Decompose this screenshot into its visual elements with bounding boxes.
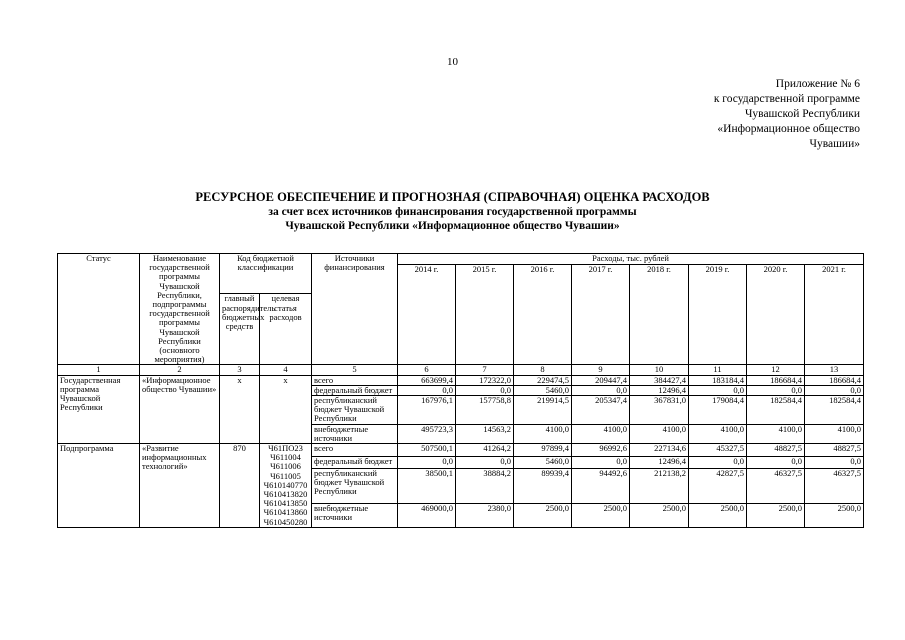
value-cell: 495723,3 (398, 424, 456, 443)
table-row (58, 444, 864, 457)
document-title (0, 190, 905, 233)
column-number: 2 (140, 365, 220, 375)
expenses-table (57, 253, 864, 528)
column-number: 10 (630, 365, 689, 375)
row-name: «Развитие информационных технологий» (140, 444, 220, 528)
value-cell: 172322,0 (456, 375, 514, 385)
value-cell: 0,0 (572, 456, 630, 469)
header-name: Наименование государственной программы Чувашской Республики, подпрограммы государственной программы Чувашской Республики (основного мероприятия) (140, 254, 220, 365)
target-code: Ч610450280 (263, 516, 308, 527)
row-target: х (260, 375, 312, 443)
appendix-line: Чувашской Республики (744, 108, 860, 120)
row-manager: х (220, 375, 260, 443)
title-line: РЕСУРСНОЕ ОБЕСПЕЧЕНИЕ И ПРОГНОЗНАЯ (СПРАВОЧНАЯ) ОЦЕНКА РАСХОДОВ (195, 190, 710, 204)
header-year: 2016 г. (514, 265, 572, 365)
value-cell: 167976,1 (398, 396, 456, 425)
column-numbers-row (58, 365, 864, 375)
target-code: Ч611004 (270, 452, 301, 463)
row-source: всего (312, 375, 398, 385)
value-cell: 48827,5 (805, 444, 864, 457)
value-cell: 48827,5 (747, 444, 805, 457)
value-cell: 157758,8 (456, 396, 514, 425)
header-year: 2020 г. (747, 265, 805, 365)
row-status: Подпрограмма (58, 444, 140, 528)
column-number: 1 (58, 365, 140, 375)
header-year: 2015 г. (456, 265, 514, 365)
value-cell: 38884,2 (456, 469, 514, 504)
value-cell: 4100,0 (630, 424, 689, 443)
value-cell: 0,0 (398, 385, 456, 395)
row-source: федеральный бюджет (312, 456, 398, 469)
table-row (58, 375, 864, 385)
value-cell: 183184,4 (689, 375, 747, 385)
target-code: Ч610413860 (263, 507, 308, 518)
value-cell: 0,0 (456, 456, 514, 469)
value-cell: 94492,6 (572, 469, 630, 504)
value-cell: 4100,0 (805, 424, 864, 443)
value-cell: 227134,6 (630, 444, 689, 457)
column-number: 12 (747, 365, 805, 375)
value-cell: 2500,0 (572, 504, 630, 528)
value-cell: 0,0 (747, 385, 805, 395)
value-cell: 45327,5 (689, 444, 747, 457)
value-cell: 0,0 (805, 385, 864, 395)
value-cell: 2500,0 (805, 504, 864, 528)
value-cell: 212138,2 (630, 469, 689, 504)
appendix-line: к государственной программе (713, 93, 860, 105)
value-cell: 0,0 (689, 385, 747, 395)
value-cell: 0,0 (398, 456, 456, 469)
value-cell: 4100,0 (572, 424, 630, 443)
value-cell: 507500,1 (398, 444, 456, 457)
header-status: Статус (58, 254, 140, 365)
column-number: 5 (312, 365, 398, 375)
header-year: 2021 г. (805, 265, 864, 365)
value-cell: 0,0 (456, 385, 514, 395)
row-status: Государственная программа Чувашской Республики (58, 375, 140, 443)
value-cell: 2500,0 (514, 504, 572, 528)
page-number: 10 (447, 56, 458, 68)
appendix-line: Приложение № 6 (775, 78, 860, 90)
value-cell: 2500,0 (630, 504, 689, 528)
value-cell: 46327,5 (805, 469, 864, 504)
header-year: 2014 г. (398, 265, 456, 365)
row-manager: 870 (220, 444, 260, 528)
value-cell: 179084,4 (689, 396, 747, 425)
appendix-line: Чувашии» (809, 138, 860, 150)
value-cell: 12496,4 (630, 385, 689, 395)
target-code: Ч610140770 (263, 479, 308, 490)
value-cell: 4100,0 (514, 424, 572, 443)
value-cell: 2380,0 (456, 504, 514, 528)
target-code: Ч611006 (270, 461, 301, 472)
value-cell: 0,0 (747, 456, 805, 469)
header-year: 2017 г. (572, 265, 630, 365)
header-sources: Источники финансирования (312, 254, 398, 365)
column-number: 6 (398, 365, 456, 375)
target-code: Ч610413820 (263, 489, 308, 500)
value-cell: 205347,4 (572, 396, 630, 425)
row-source: республиканский бюджет Чувашской Республики (312, 396, 398, 425)
target-code: Ч611005 (270, 470, 301, 481)
header-target-article: целевая статья расходов (260, 294, 312, 365)
value-cell: 5460,0 (514, 385, 572, 395)
column-number: 9 (572, 365, 630, 375)
header-main-manager: главный распорядитель бюджетных средств (220, 294, 260, 365)
value-cell: 2500,0 (747, 504, 805, 528)
header-year: 2018 г. (630, 265, 689, 365)
column-number: 13 (805, 365, 864, 375)
title-line: за счет всех источников финансирования государственной программы (268, 206, 637, 218)
value-cell: 186684,4 (805, 375, 864, 385)
row-source: внебюджетные источники (312, 424, 398, 443)
value-cell: 5460,0 (514, 456, 572, 469)
value-cell: 38500,1 (398, 469, 456, 504)
row-name: «Информационное общество Чувашии» (140, 375, 220, 443)
value-cell: 0,0 (805, 456, 864, 469)
value-cell: 663699,4 (398, 375, 456, 385)
value-cell: 41264,2 (456, 444, 514, 457)
column-number: 8 (514, 365, 572, 375)
value-cell: 4100,0 (747, 424, 805, 443)
appendix-line: «Информационное общество (717, 123, 860, 135)
value-cell: 2500,0 (689, 504, 747, 528)
row-target-list (260, 444, 312, 528)
value-cell: 42827,5 (689, 469, 747, 504)
title-line: Чувашской Республики «Информационное общество Чувашии» (285, 220, 620, 232)
value-cell: 219914,5 (514, 396, 572, 425)
value-cell: 229474,5 (514, 375, 572, 385)
value-cell: 0,0 (689, 456, 747, 469)
value-cell: 469000,0 (398, 504, 456, 528)
row-source: федеральный бюджет (312, 385, 398, 395)
target-code: Ч61ПО23 (268, 443, 303, 454)
target-code: Ч610413850 (263, 498, 308, 509)
appendix-note (640, 77, 860, 152)
value-cell: 14563,2 (456, 424, 514, 443)
value-cell: 186684,4 (747, 375, 805, 385)
header-expenses: Расходы, тыс. рублей (398, 254, 864, 265)
row-source: республиканский бюджет Чувашской Республики (312, 469, 398, 504)
row-source: внебюджетные источники (312, 504, 398, 528)
column-number: 7 (456, 365, 514, 375)
value-cell: 209447,4 (572, 375, 630, 385)
value-cell: 89939,4 (514, 469, 572, 504)
column-number: 3 (220, 365, 260, 375)
value-cell: 182584,4 (805, 396, 864, 425)
value-cell: 96992,6 (572, 444, 630, 457)
value-cell: 182584,4 (747, 396, 805, 425)
header-budget-code: Код бюджетной классификации (220, 254, 312, 294)
row-source: всего (312, 444, 398, 457)
value-cell: 367831,0 (630, 396, 689, 425)
column-number: 4 (260, 365, 312, 375)
value-cell: 12496,4 (630, 456, 689, 469)
value-cell: 46327,5 (747, 469, 805, 504)
value-cell: 384427,4 (630, 375, 689, 385)
value-cell: 4100,0 (689, 424, 747, 443)
column-number: 11 (689, 365, 747, 375)
value-cell: 97899,4 (514, 444, 572, 457)
value-cell: 0,0 (572, 385, 630, 395)
header-year: 2019 г. (689, 265, 747, 365)
